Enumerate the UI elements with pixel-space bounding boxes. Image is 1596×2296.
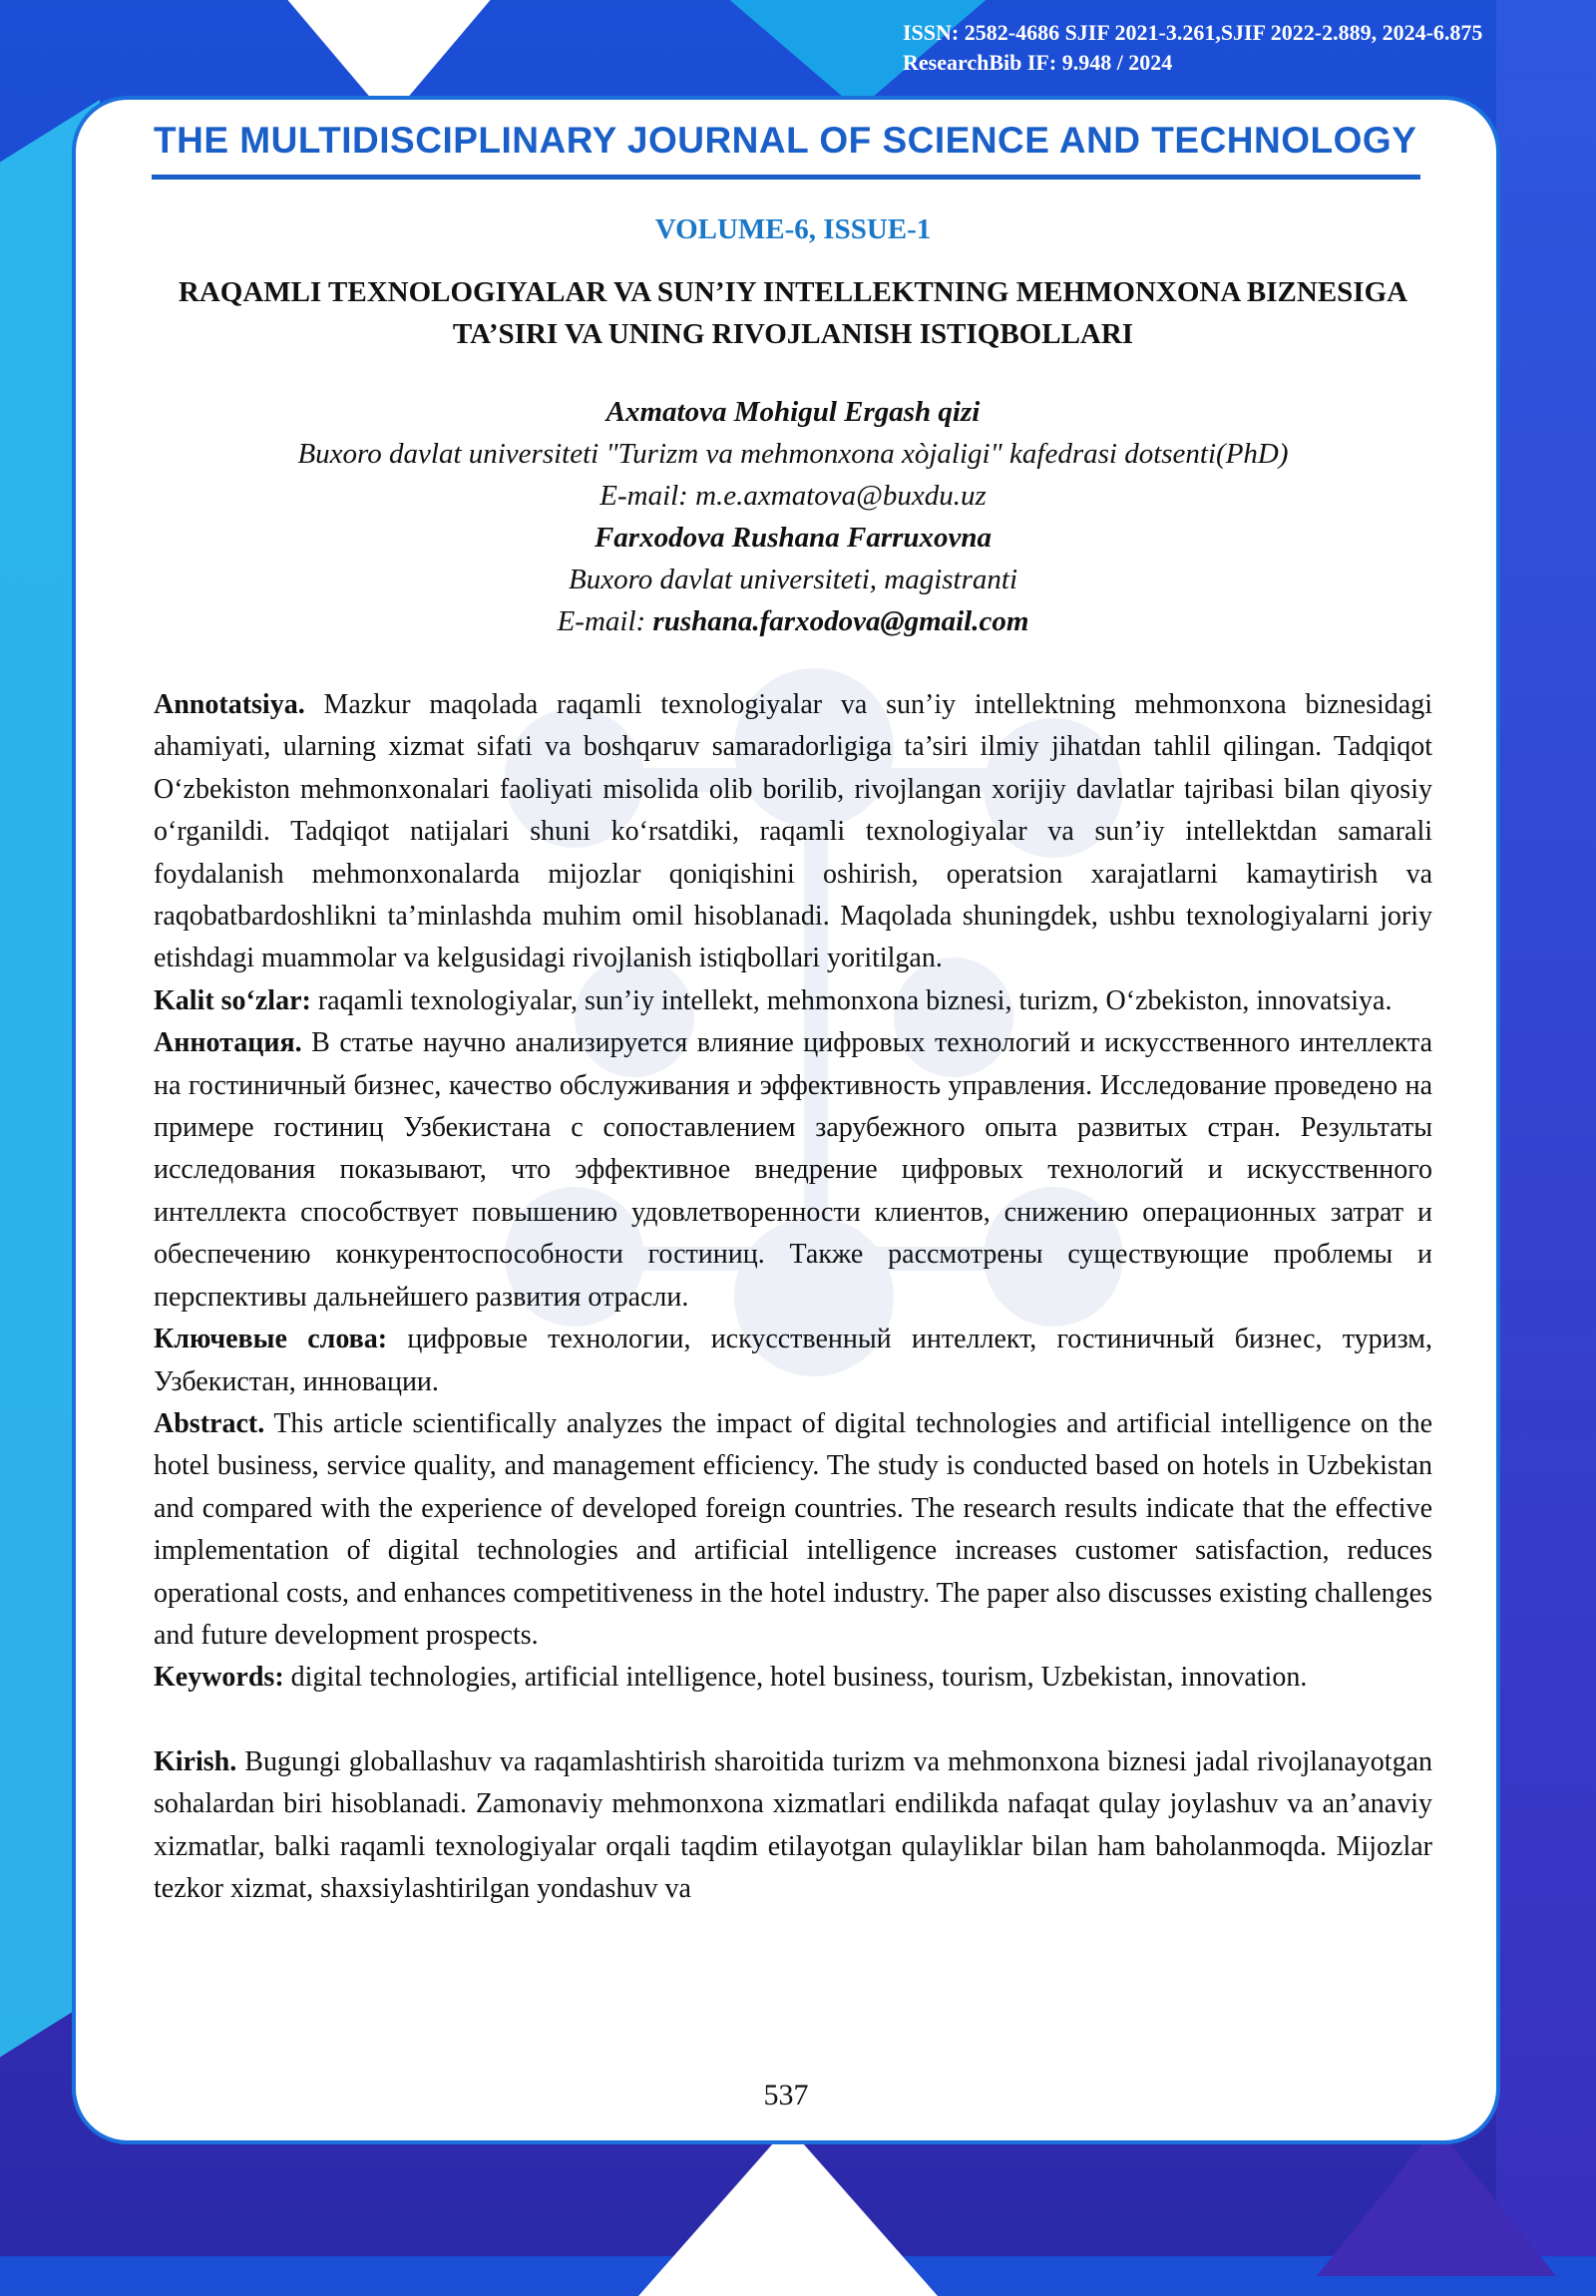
annotation-uz xyxy=(154,684,1432,980)
title-divider xyxy=(152,175,1420,180)
volume-issue: VOLUME-6, ISSUE-1 xyxy=(654,213,932,245)
page-number: 537 xyxy=(763,2079,809,2111)
abstract-en xyxy=(154,1403,1432,1657)
section-label: Kalit so‘zlar: xyxy=(154,984,311,1016)
section-label: Ключевые слова: xyxy=(154,1324,388,1355)
author-block xyxy=(154,391,1432,642)
author-email xyxy=(154,600,1432,642)
background-band xyxy=(1496,0,1596,2256)
section-label: Kirish. xyxy=(154,1745,237,1777)
background-triangle xyxy=(638,2126,938,2296)
article-content xyxy=(154,209,1432,1910)
page-card xyxy=(72,96,1500,2144)
introduction xyxy=(154,1741,1432,1911)
section-label: Abstract. xyxy=(154,1407,265,1439)
background-triangle xyxy=(1317,2126,1556,2276)
author-affiliation: Buxoro davlat universiteti, magistranti xyxy=(569,564,1017,595)
email-label: E-mail: xyxy=(557,605,646,637)
paragraph-text: Bugungi globallashuv va raqamlashtirish sharoitida turizm va mehmonxona biznesi jadal rivojlanayotgan sohalardan biri hisoblanadi. Zamonaviy mehmonxona xizmatlari endilikda nafaqat qulay joylashuv va an’anaviy xizmatlar, balki raqamli texnologiyalar orqali taqdim etilayotgan qulayliklar bilan ham baholanmoqda. Mijozlar tezkor xizmat, shaxsiylashtirilgan yondashuv va xyxy=(154,1745,1433,1904)
paragraph-text: raqamli texnologiyalar, sun’iy intellekt, mehmonxona biznesi, turizm, O‘zbekiston, innovatsiya. xyxy=(317,984,1393,1016)
author-affiliation: Buxoro davlat universiteti "Turizm va mehmonxona xòjaligi" kafedrasi dotsenti(PhD) xyxy=(297,438,1289,470)
author-name: Farxodova Rushana Farruxovna xyxy=(594,522,993,554)
journal-title: THE MULTIDISCIPLINARY JOURNAL OF SCIENCE AND TECHNOLOGY xyxy=(154,120,1417,161)
paragraph-text: This article scientifically analyzes the impact of digital technologies and artificial intelligence on the hotel business, service quality, and management efficiency. The study is conducted based on hotels in Uzbekistan and compared with the experience of developed foreign countries. The research results indicate that the effective implementation of digital technologies and artificial intelligence increases customer satisfaction, reduces operational costs, and enhances competitiveness in the hotel industry. The paper also discusses existing challenges and future development prospects. xyxy=(154,1407,1433,1651)
spacer xyxy=(154,1700,1432,1741)
issn-info: ISSN: 2582-4686 SJIF 2021-3.261,SJIF 2022-2.889, 2024-6.875 ResearchBib IF: 9.948 / 2024 xyxy=(903,20,1483,75)
paragraph-text: Mazkur maqolada raqamli texnologiyalar va sun’iy intellektning mehmonxona biznesidagi ahamiyati, ularning xizmat sifati va boshqaruv samaradorligiga ta’siri ilmiy jihatdan tahlil qilingan. Tadqiqot O‘zbekiston mehmonxonalari faoliyati misolida olib borilib, rivojlangan xorijiy davlatlar tajribasi bilan qiyosiy o‘rganildi. Tadqiqot natijalari shuni ko‘rsatdiki, raqamli texnologiyalar va sun’iy intellektdan samarali foydalanish mehmonxonalarda mijozlar qoniqishini oshirish, operatsion xarajatlarni kamaytirish va raqobatbardoshlikni ta’minlashda muhim omil hisoblanadi. Maqolada shuningdek, ushbu texnologiyalarni joriy etishdagi muammolar va kelgusidagi rivojlanish istiqbollari yoritilgan. xyxy=(154,689,1432,974)
paragraph-text: цифровые технологии, искусственный интеллект, гостиничный бизнес, туризм, Узбекистан, инновации. xyxy=(154,1324,1432,1397)
section-label: Аннотация. xyxy=(154,1027,302,1059)
email-address: rushana.farxodova@gmail.com xyxy=(652,605,1029,637)
keywords-en xyxy=(154,1657,1432,1699)
paper-title: RAQAMLI TEXNOLOGIYALAR VA SUN’IY INTELLEKTNING MEHMONXONA BIZNESIGA TA’SIRI VA UNING RIVOJLANISH ISTIQBOLLARI xyxy=(178,276,1408,350)
author-email: E-mail: m.e.axmatova@buxdu.uz xyxy=(599,480,987,512)
section-label: Keywords: xyxy=(154,1662,284,1694)
author-name: Axmatova Mohigul Ergash qizi xyxy=(605,396,981,428)
article-body xyxy=(154,684,1432,1910)
section-label: Annotatsiya. xyxy=(154,689,305,720)
paragraph-text: digital technologies, artificial intelligence, hotel business, tourism, Uzbekistan, innovation. xyxy=(290,1662,1308,1694)
keywords-ru xyxy=(154,1319,1432,1403)
keywords-uz xyxy=(154,980,1432,1022)
paragraph-text: В статье научно анализируется влияние цифровых технологий и искусственного интеллекта на гостиничный бизнес, качество обслуживания и эффективность управления. Исследование проведено на примере гостиниц Узбекистана с сопоставлением зарубежного опыта развитых стран. Результаты исследования показывают, что эффективное внедрение цифровых технологий и искусственного интеллекта способствует повышению удовлетворенности клиентов, снижению операционных затрат и обеспечению конкурентоспособности гостиниц. Также рассмотрены существующие проблемы и перспективы дальнейшего развития отрасли. xyxy=(154,1027,1432,1313)
annotation-ru xyxy=(154,1022,1432,1319)
